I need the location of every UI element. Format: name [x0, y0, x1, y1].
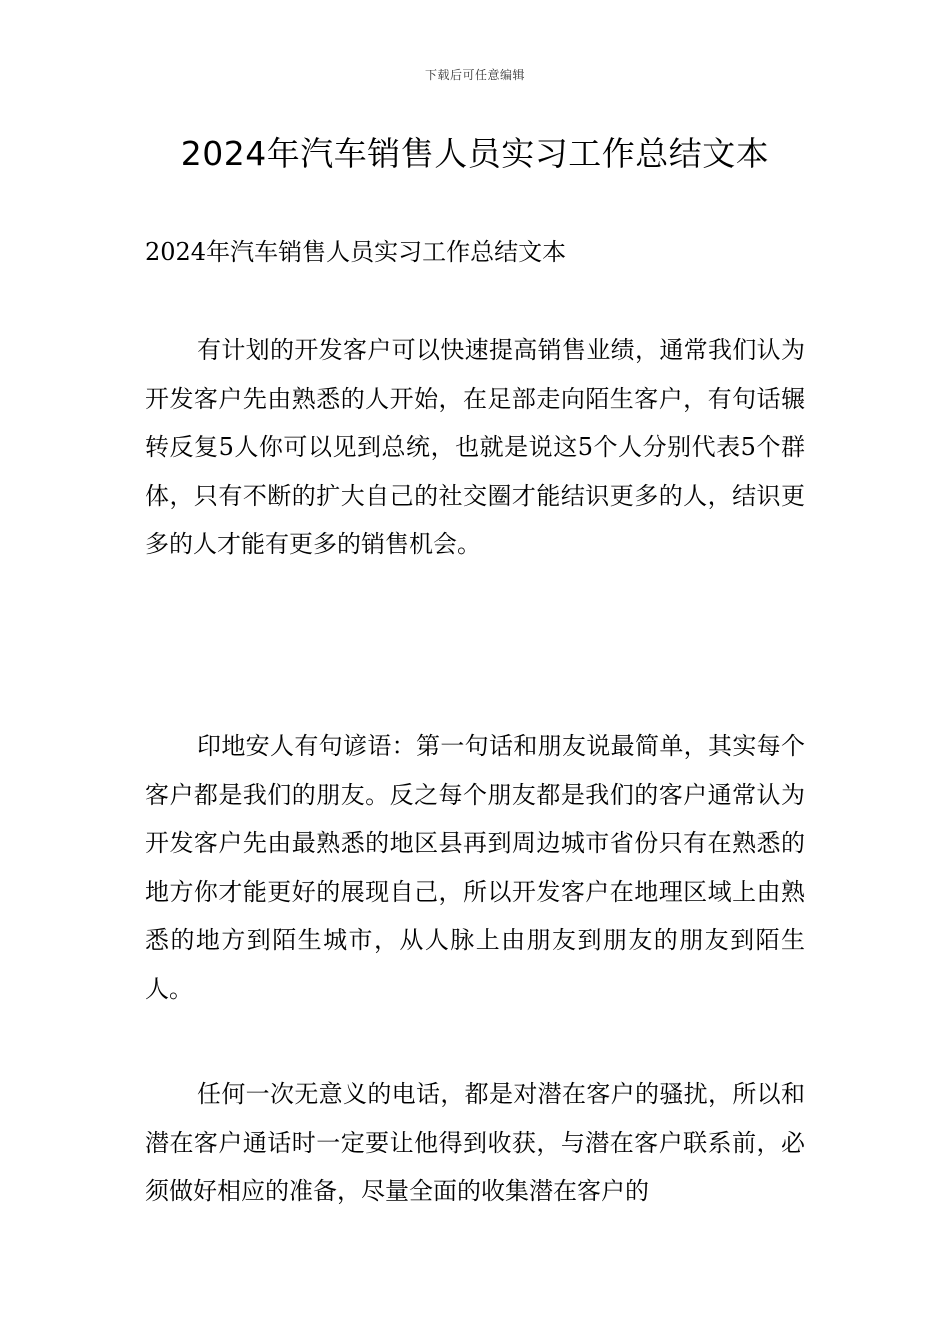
- body-paragraph: 有计划的开发客户可以快速提高销售业绩，通常我们认为开发客户先由熟悉的人开始，在足部走向陌生客户，有句话辗转反复5人你可以见到总统，也就是说这5个人分别代表5个群体，只有不断的扩大自己的社交圈才能结识更多的人，结识更多的人才能有更多的销售机会。: [145, 336, 805, 558]
- body-paragraph: 印地安人有句谚语：第一句话和朋友说最简单，其实每个客户都是我们的朋友。反之每个朋友都是我们的客户通常认为开发客户先由最熟悉的地区县再到周边城市省份只有在熟悉的地方你才能更好的展现自己，所以开发客户在地理区域上由熟悉的地方到陌生城市，从人脉上由朋友到朋友的朋友到陌生人。: [145, 732, 805, 1003]
- document-title: 2024年汽车销售人员实习工作总结文本: [180, 134, 770, 173]
- body-paragraph: 任何一次无意义的电话，都是对潜在客户的骚扰，所以和潜在客户通话时一定要让他得到收获，与潜在客户联系前，必须做好相应的准备，尽量全面的收集潜在客户的: [145, 1080, 805, 1205]
- document-subtitle: 2024年汽车销售人员实习工作总结文本: [145, 238, 567, 266]
- header-note: 下载后可任意编辑: [424, 68, 525, 82]
